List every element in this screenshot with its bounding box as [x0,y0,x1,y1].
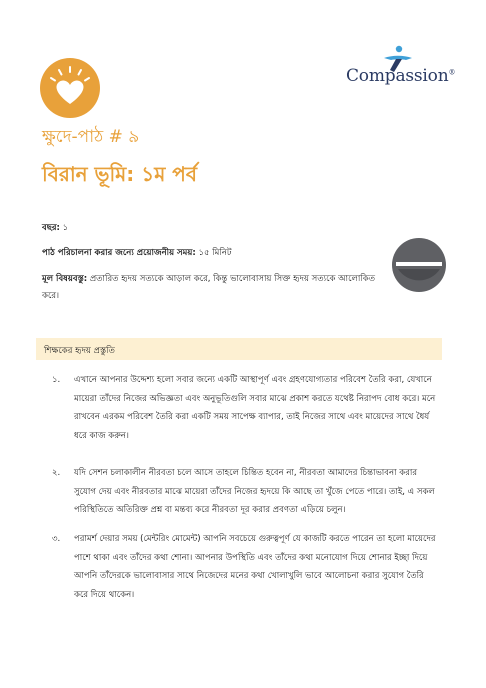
time-label: পাঠ পরিচালনা করার জন্যে প্রয়োজনীয় সময়: [42,248,196,258]
year-value: ১ [59,223,69,233]
year-label: বছর: [42,223,60,233]
list-item-text: যদি সেশন চলাকালীন নীরবতা চলে আসে তাহলে চিন্তিত হবেন না, নীরবতা আমাদের চিন্তাভাবনা করার সুযোগ দেয় এবং নীরবতার মাঝে মায়েরা তাঁদের নিজের হৃদয়ে কি আছে তা খুঁজে পেতে পারে। তাই, এ সকল পরিস্থিতিতে অতিরিক্ত প্রশ্ন বা মন্তব্য করে নীরবতা দূর করার প্রবণতা এড়িয়ে চলুন। [74,468,435,515]
lesson-number: ক্ষুদে-পাঠ # ৯ [42,127,140,147]
list-item [52,530,438,604]
list-item-number: ২. [52,468,61,478]
heart-badge [40,58,100,118]
topic-row [42,271,377,305]
page-title: বিরান ভূমি: ১ম পর্ব [42,162,197,186]
time-value: ১৫ মিনিট [195,248,232,258]
list-item [52,464,438,520]
year-row [42,221,68,235]
compassion-logo-text: Compassion® [346,66,456,86]
time-row [42,246,232,260]
topic-label: মূল বিষয়বস্তু: [42,274,88,284]
lesson-stage-icon [392,238,446,292]
list-item-text: পরামর্শ দেয়ার সময় (মেন্টরিং মোমেন্ট) আপনি সবচেয়ে গুরুত্বপূর্ণ যে কাজটি করতে পারেন তা হলো মায়েদের পাশে থাকা এবং তাঁদের কথা শোনা। আপনার উপস্থিতি এবং তাঁদের কথা মনোযোগ দিয়ে শোনার ইচ্ছা দিয়ে আপনি তাঁদেরকে ভালোবাসার সাথে নিজেদের মনের কথা খোলাখুলি ভাবে আলোচনা করার সুযোগ তৈরি করে দিয়ে থাকেন। [74,534,436,600]
list-item-number: ৩. [52,534,61,544]
heart-icon [40,58,100,118]
list-item-text: এখানে আপনার উদ্দেশ্য হলো সবার জন্যে একটি আস্থাপূর্ণ এবং গ্রহণযোগ্যতার পরিবেশ তৈরি করা, যেখানে মায়েরা তাঁদের নিজের অভিজ্ঞতা এবং অনুভূতিগুলি সবার মাঝে প্রকাশ করতে যথেষ্ট নিরাপদ বোধ করে। মনে রাখবেন এরকম পরিবেশ তৈরি করা একটি সময় সাপেক্ষ ব্যাপার, তাই নিজের সাথে এবং মায়েদের সাথে ধৈর্য ধরে কাজ করুন। [74,375,436,441]
topic-value: প্রতারিত হৃদয় সত্যকে আড়াল করে, কিন্তু ভালোবাসায় সিক্ত হৃদয় সত্যকে আলোকিত করে। [42,274,376,301]
list-item-number: ১. [52,375,61,385]
section-title: শিক্ষকের হৃদয় প্রস্তুতি [44,346,115,356]
list-item [52,371,438,445]
